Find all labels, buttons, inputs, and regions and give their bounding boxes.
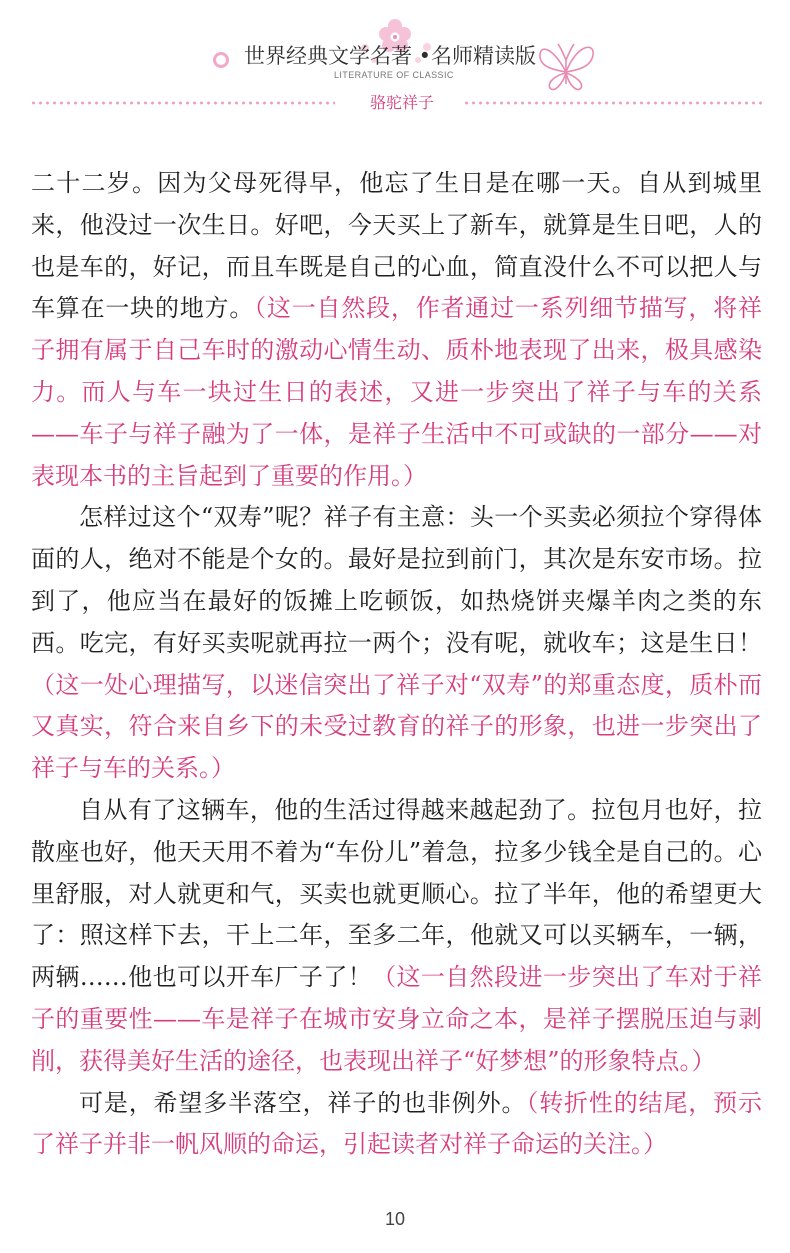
annotation-note: （转折性的结尾，预示了祥子并非一帆风顺的命运，引起读者对祥子命运的关注。） xyxy=(31,1088,763,1159)
book-title: 骆驼祥子 xyxy=(369,93,434,112)
annotation-note: （这一自然段进一步突出了车对于祥子的重要性——车是祥子在城市安身立命之本，是祥子摆脱压迫与剥削，获得美好生活的途径，也表现出祥子“好梦想”的形象特点。） xyxy=(31,963,763,1075)
butterfly-ornament-icon xyxy=(532,36,602,94)
annotation-note: （这一处心理描写，以迷信突出了祥子对“双寿”的郑重态度，质朴而又真实，符合来自乡下的未受过教育的祥子的形象，也进一步突出了祥子与车的关系。） xyxy=(31,670,762,783)
page-header xyxy=(0,0,790,125)
series-subtitle: LITERATURE OF CLASSIC xyxy=(334,70,454,80)
paragraph-4 xyxy=(31,1083,762,1167)
series-title: 世界经典文学名著 •名师精读版 xyxy=(244,44,537,68)
annotation-note: （这一自然段，作者通过一系列细节描写，将祥子拥有属于自己车时的激动心情生动、质朴地表现了出来，极具感染力。而人与车一块过生日的表述，又进一步突出了祥子与车的关系——车子与祥子融为了一体，是祥子生活中不可或缺的一部分——对表现本书的主旨起到了重要的作用。） xyxy=(31,294,763,490)
page-content xyxy=(31,163,762,1166)
paragraph-1 xyxy=(31,163,762,497)
header-divider-left xyxy=(30,101,335,105)
header-divider-right xyxy=(463,101,763,105)
paragraph-text: 自从有了这辆车，他的生活过得越来越起劲了。拉包月也好，拉散座也好，他天天用不着为“车份儿”着急，拉多少钱全是自己的。心里舒服，对人就更和气，买卖也就更顺心。拉了半年，他的希望更大了：照这样下去，干上二年，至多二年，他就又可以买辆车，一辆，两辆……他也可以开车厂子了！ xyxy=(31,795,762,992)
page-number: 10 xyxy=(384,1209,406,1229)
paragraph-text: 二十二岁。因为父母死得早，他忘了生日是在哪一天。自从到城里来，他没过一次生日。好吧，今天买上了新车，就算是生日吧，人的也是车的，好记，而且车既是自己的心血，简直没什么不可以把人与车算在一块的地方。 xyxy=(31,169,762,323)
paragraph-2 xyxy=(31,497,762,790)
paragraph-text: 可是，希望多半落空，祥子的也非例外。 xyxy=(79,1088,527,1117)
ring-ornament-icon xyxy=(213,52,229,68)
paragraph-text: 怎样过这个“双寿”呢？祥子有主意：头一个买卖必须拉个穿得体面的人，绝对不能是个女的。最好是拉到前门，其次是东安市场。拉到了，他应当在最好的饭摊上吃顿饭，如热烧饼夹爆羊肉之类的东西。吃完，有好买卖呢就再拉一两个；没有呢，就收车；这是生日！ xyxy=(31,503,762,657)
paragraph-3 xyxy=(31,790,762,1083)
